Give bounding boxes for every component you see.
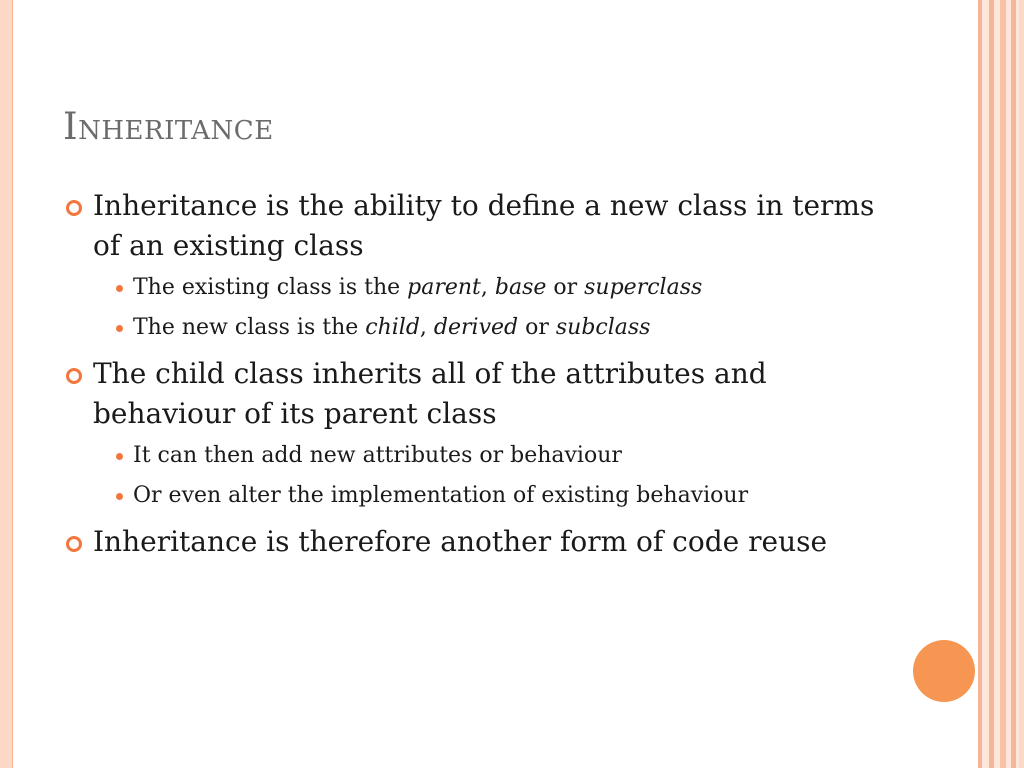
bullet-text: Inheritance is therefore another form of code reuse	[93, 525, 828, 558]
sub-bullet-text: The new class is the	[133, 315, 366, 340]
separator: ,	[419, 315, 434, 340]
sub-bullet-list	[93, 436, 883, 516]
left-border-decoration	[0, 0, 13, 768]
term-parent: parent	[407, 275, 481, 300]
bullet-text: The child class inherits all of the attributes and behaviour of its parent class	[93, 357, 767, 430]
dot-bullet-icon	[116, 453, 123, 460]
bullet-item	[63, 522, 883, 562]
ring-bullet-icon	[66, 200, 82, 216]
bullet-list	[63, 186, 883, 566]
term-superclass: superclass	[584, 275, 703, 300]
sub-bullet-text: Or even alter the implementation of existing behaviour	[133, 483, 749, 508]
bullet-text: Inheritance is the ability to define a new class in terms of an existing class	[93, 189, 875, 262]
stripe	[1019, 0, 1024, 768]
separator: or	[546, 275, 585, 300]
bullet-item	[63, 186, 883, 348]
sub-bullet-text: It can then add new attributes or behaviour	[133, 443, 622, 468]
stripe	[1000, 0, 1006, 768]
decorative-circle	[913, 640, 975, 702]
sub-bullet-list	[93, 268, 883, 348]
dot-bullet-icon	[116, 325, 123, 332]
term-subclass: subclass	[555, 315, 651, 340]
stripe	[1011, 0, 1016, 768]
term-base: base	[494, 275, 547, 300]
sub-bullet-item	[93, 308, 883, 348]
ring-bullet-icon	[66, 536, 82, 552]
bullet-item	[63, 354, 883, 516]
term-derived: derived	[433, 315, 519, 340]
dot-bullet-icon	[116, 493, 123, 500]
stripe	[978, 0, 982, 768]
sub-bullet-item	[93, 476, 883, 516]
slide-title: Inheritance	[63, 105, 274, 148]
dot-bullet-icon	[116, 285, 123, 292]
sub-bullet-text: The existing class is the	[133, 275, 408, 300]
term-child: child	[365, 315, 420, 340]
separator: or	[518, 315, 556, 340]
sub-bullet-item	[93, 268, 883, 308]
sub-bullet-item	[93, 436, 883, 476]
separator: ,	[480, 275, 495, 300]
stripe	[989, 0, 994, 768]
ring-bullet-icon	[66, 368, 82, 384]
